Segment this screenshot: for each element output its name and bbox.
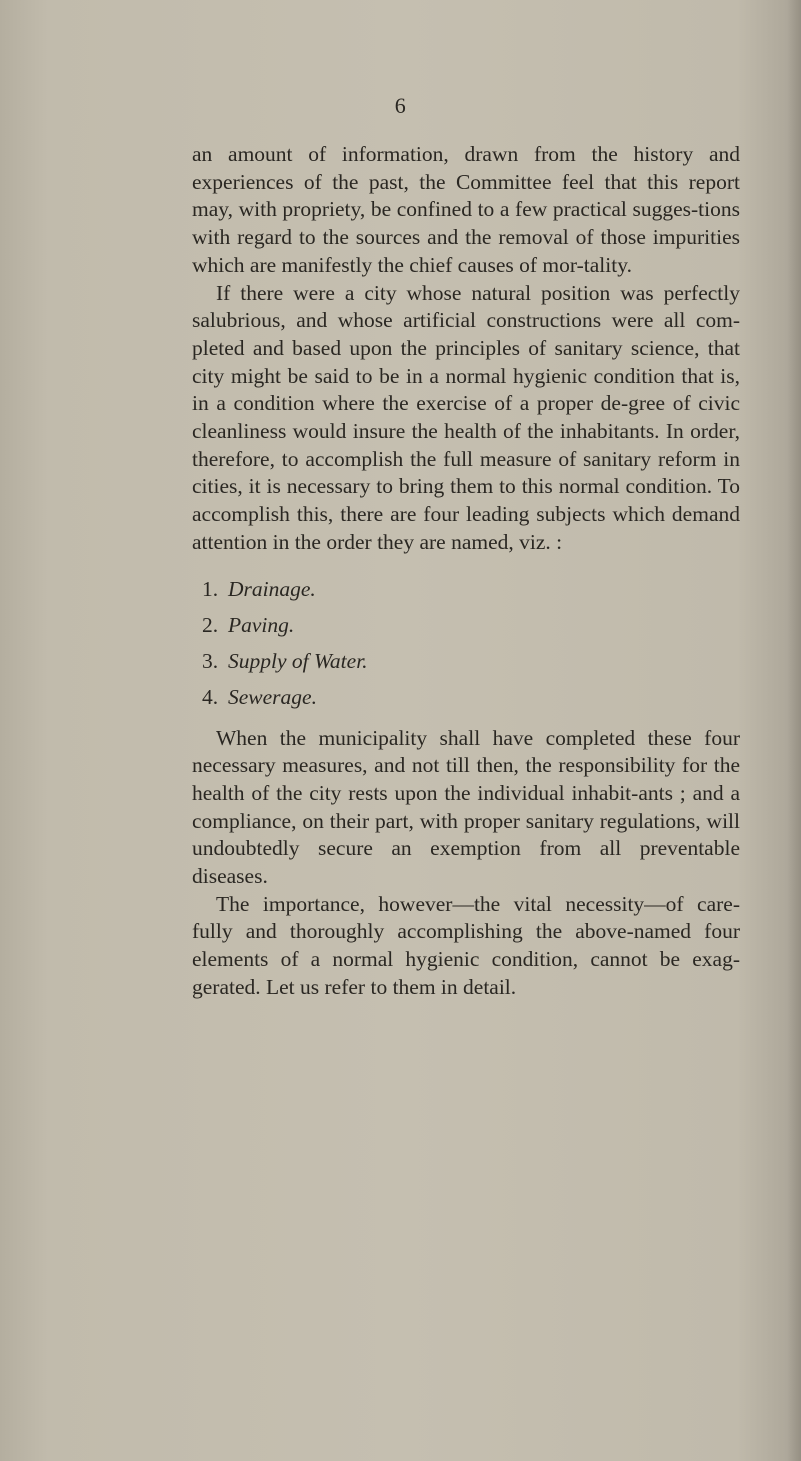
- list-item-label: Supply of Water.: [228, 648, 368, 673]
- list-item-label: Drainage.: [228, 576, 316, 601]
- list-item-label: Sewerage.: [228, 684, 317, 709]
- paragraph-importance: The importance, however—the vital necessity—of care-fully and thoroughly accomplishing the above-named four elements of a normal hygienic condition, cannot be exag-gerated. Let us refer to them in detail.: [192, 891, 740, 999]
- list-item-number: 4.: [202, 684, 219, 709]
- body-text: [192, 141, 740, 1002]
- paragraph-continuation: an amount of information, drawn from the history and experiences of the past, the Committee feel that this report may, with propriety, be confined to a few practical sugges-tions with regard to the sources and the removal of those impurities which are manifestly the chief causes of mor-tality.: [192, 142, 740, 277]
- list-item: [202, 571, 740, 607]
- list-item-number: 2.: [202, 612, 219, 637]
- paragraph-normal-condition: If there were a city whose natural position was perfectly salubrious, and whose artificial constructions were all com-pleted and based upon the principles of sanitary science, that city might be said to be in a normal hygienic condition that is, in a condition where the exercise of a proper de-gree of civic cleanliness would insure the health of the inhabitants. In order, therefore, to accomplish the full measure of sanitary reform in cities, it is necessary to bring them to this normal condition. To accomplish this, there are four leading subjects which demand attention in the order they are named, viz. :: [192, 280, 740, 554]
- list-item: [202, 607, 740, 643]
- list-item-label: Paving.: [228, 612, 295, 637]
- paragraph-responsibility: When the municipality shall have completed these four necessary measures, and not till then, the responsibility for the health of the city rests upon the individual inhabit-ants ; and a compliance, on their part, with proper sanitary regulations, will undoubtedly secure an exemption from all preventable diseases.: [192, 725, 740, 889]
- list-item-number: 1.: [202, 576, 219, 601]
- list-item-number: 3.: [202, 648, 219, 673]
- page-number: 6: [394, 93, 407, 118]
- page-edge-shadow: [787, 0, 801, 1461]
- list-item: [202, 643, 740, 679]
- subjects-list: [192, 571, 740, 715]
- list-item: [202, 679, 740, 715]
